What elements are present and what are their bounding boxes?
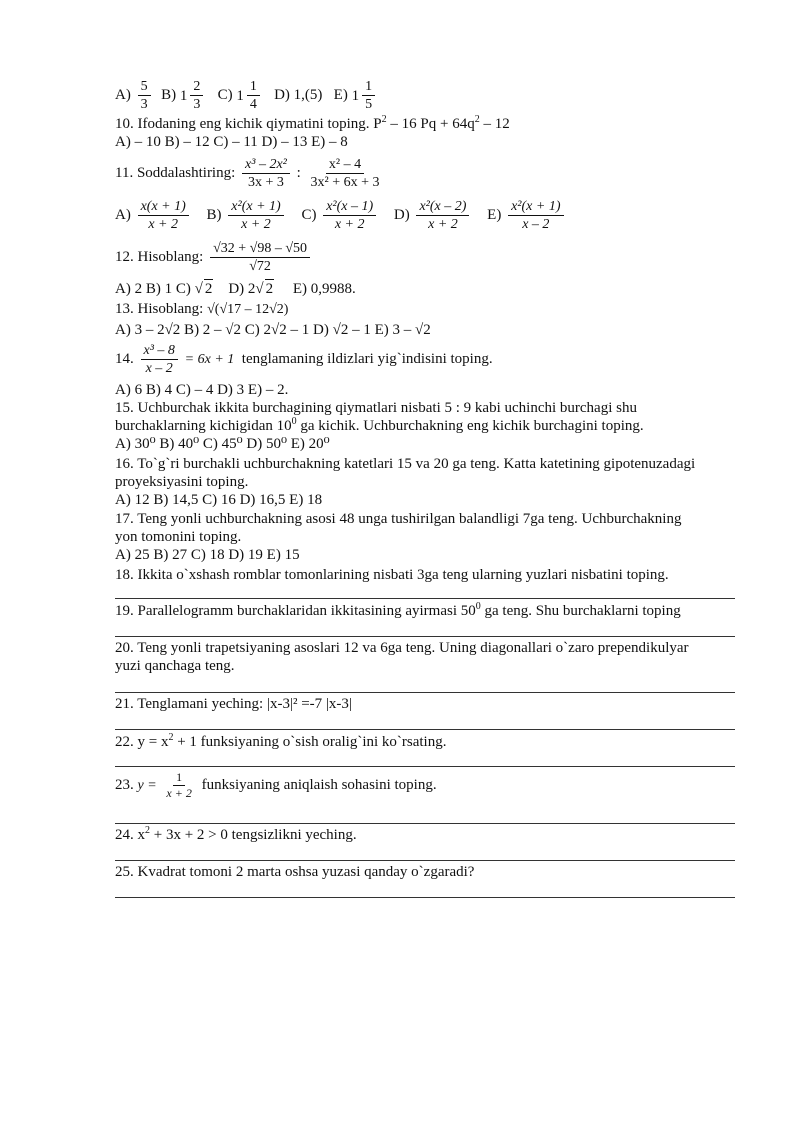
q10-text: 10. Ifodaning eng kichik qiymatini toping. $P^2 - 16$ $Pq + 64q^2 - 12$ xyxy=(115,114,510,132)
q15-line1: 15. Uchburchak ikkita burchagining qiymatlari nisbati 5 : 9 kabi uchinchi burchagi shu xyxy=(115,400,637,416)
mixed-number: 1 1 5 xyxy=(352,78,379,113)
q13-expression: 13. Hisoblang: √(√17 – 12√2) xyxy=(115,301,289,317)
q16-line2: proyeksiyasini toping. xyxy=(115,474,249,490)
q11-options: A) $\frac{x(x + 1)}{x + 2}$ B) $\frac{\text{x²(x + 1)}}{x + 2}$ C) $\frac{\text{x²(x – 1)}}{x + 2}$ D) $\frac{\text{x²(x – 2)}}{x + 2}$ E) $\frac{\text{x²(x + 1)}}{x - 2}$ xyxy=(115,198,567,233)
q16-options: A) 12 B) 14,5 C) 16 D) 16,5 E) 18 xyxy=(115,492,323,508)
answer-line xyxy=(115,897,735,898)
fraction: $\frac{\text{x² – 4}}{\text{3x² + 6x + 3}}$ xyxy=(310,157,380,190)
q9-options: A) $\frac{5}{3}$ B) 1 2 3 C) 1 1 4 D) 1,(5) E) 1 1 5 xyxy=(115,78,378,113)
mixed-number: 1 2 3 xyxy=(180,78,207,113)
q12-expression: 12. Hisoblang: $\frac{√32 + √98 - √50}{√72}$ xyxy=(115,240,313,275)
q12-options: A) 2 B) 1 C) √ 2 D) 2√ 2 E) 0,9988. xyxy=(115,281,356,297)
q25-text: 25. Kvadrat tomoni 2 marta oshsa yuzasi qanday o`zgaradi? xyxy=(115,864,475,880)
fraction: $\frac{\text{x³ – 2x²}}{3x + 3}$ xyxy=(242,156,290,191)
mixed-number: 1 1 4 xyxy=(236,78,263,113)
q15-options: A) 30⁰ B) 40⁰ C) 45⁰ D) 50⁰ E) 20⁰ xyxy=(115,436,330,452)
q21-text: 21. Tenglamani yeching: |x-3|² =-7 |x-3| xyxy=(115,696,352,712)
q14-equation: 14. $\frac{\text{x³ – 8}}{x - 2}$ = 6x + 1 tenglamaning ildizlari yig`indisini toping. xyxy=(115,343,493,376)
fraction: $\frac{5}{3}$ xyxy=(138,78,151,113)
answer-line xyxy=(115,860,735,861)
answer-line xyxy=(115,692,735,693)
q19-text: 19. Parallelogramm burchaklaridan ikkitasining ayirmasi $50^0$ ga teng. Shu burchaklarni toping xyxy=(115,601,681,619)
answer-line xyxy=(115,729,735,730)
q17-line1: 17. Teng yonli uchburchakning asosi 48 unga tushirilgan balandligi 7ga teng. Uchburchakning xyxy=(115,511,682,527)
fraction: $\frac{√32 + √98 - √50}{√72}$ xyxy=(210,240,310,275)
q24-text: 24. $x^2 + 3x + 2 > 0$ tengsizlikni yeching. xyxy=(115,825,357,843)
q10-options: A) – 10 B) – 12 C) – 11 D) – 13 E) – 8 xyxy=(115,134,348,150)
q14-options: A) 6 B) 4 C) – 4 D) 3 E) – 2. xyxy=(115,382,289,398)
q15-line2: burchaklarning kichigidan $10^0$ ga kichik. Uchburchakning eng kichik burchagini toping. xyxy=(115,416,644,434)
q13-options: A) 3 – 2√2 B) 2 – √2 C) 2√2 – 1 D) √2 – 1 E) 3 – √2 xyxy=(115,322,431,338)
answer-line xyxy=(115,766,735,767)
q23-text: 23. y = $\frac{1}{x + 2}$ funksiyaning aniqlaish sohasini toping. xyxy=(115,770,437,800)
q16-line1: 16. To`g`ri burchakli uchburchakning katetlari 15 va 20 ga teng. Katta katetining gipotenuzadagi xyxy=(115,456,696,472)
answer-line xyxy=(115,598,735,599)
q17-line2: yon tomonini toping. xyxy=(115,529,242,545)
fraction: $\frac{1}{x + 2}$ xyxy=(166,770,192,800)
fraction: $\frac{\text{x³ – 8}}{x - 2}$ xyxy=(141,342,178,377)
q20-line2: yuzi qanchaga teng. xyxy=(115,658,235,674)
q22-text: 22. $y = x^2 + 1$ funksiyaning o`sish oralig`ini ko`rsating. xyxy=(115,732,447,750)
answer-line xyxy=(115,823,735,824)
q17-options: A) 25 B) 27 C) 18 D) 19 E) 15 xyxy=(115,547,300,563)
q11-expression: 11. Soddalashtiring: $\frac{\text{x³ – 2x²}}{3x + 3}$ : $\frac{\text{x² – 4}}{\text{3x² + 6x + 3}}$ xyxy=(115,156,386,191)
q20-line1: 20. Teng yonli trapetsiyaning asoslari 12 va 6ga teng. Uning diagonallari o`zaro prependikulyar xyxy=(115,640,689,656)
answer-line xyxy=(115,636,735,637)
q18-text: 18. Ikkita o`xshash romblar tomonlarining nisbati 3ga teng ularning yuzlari nisbatini toping. xyxy=(115,567,669,583)
